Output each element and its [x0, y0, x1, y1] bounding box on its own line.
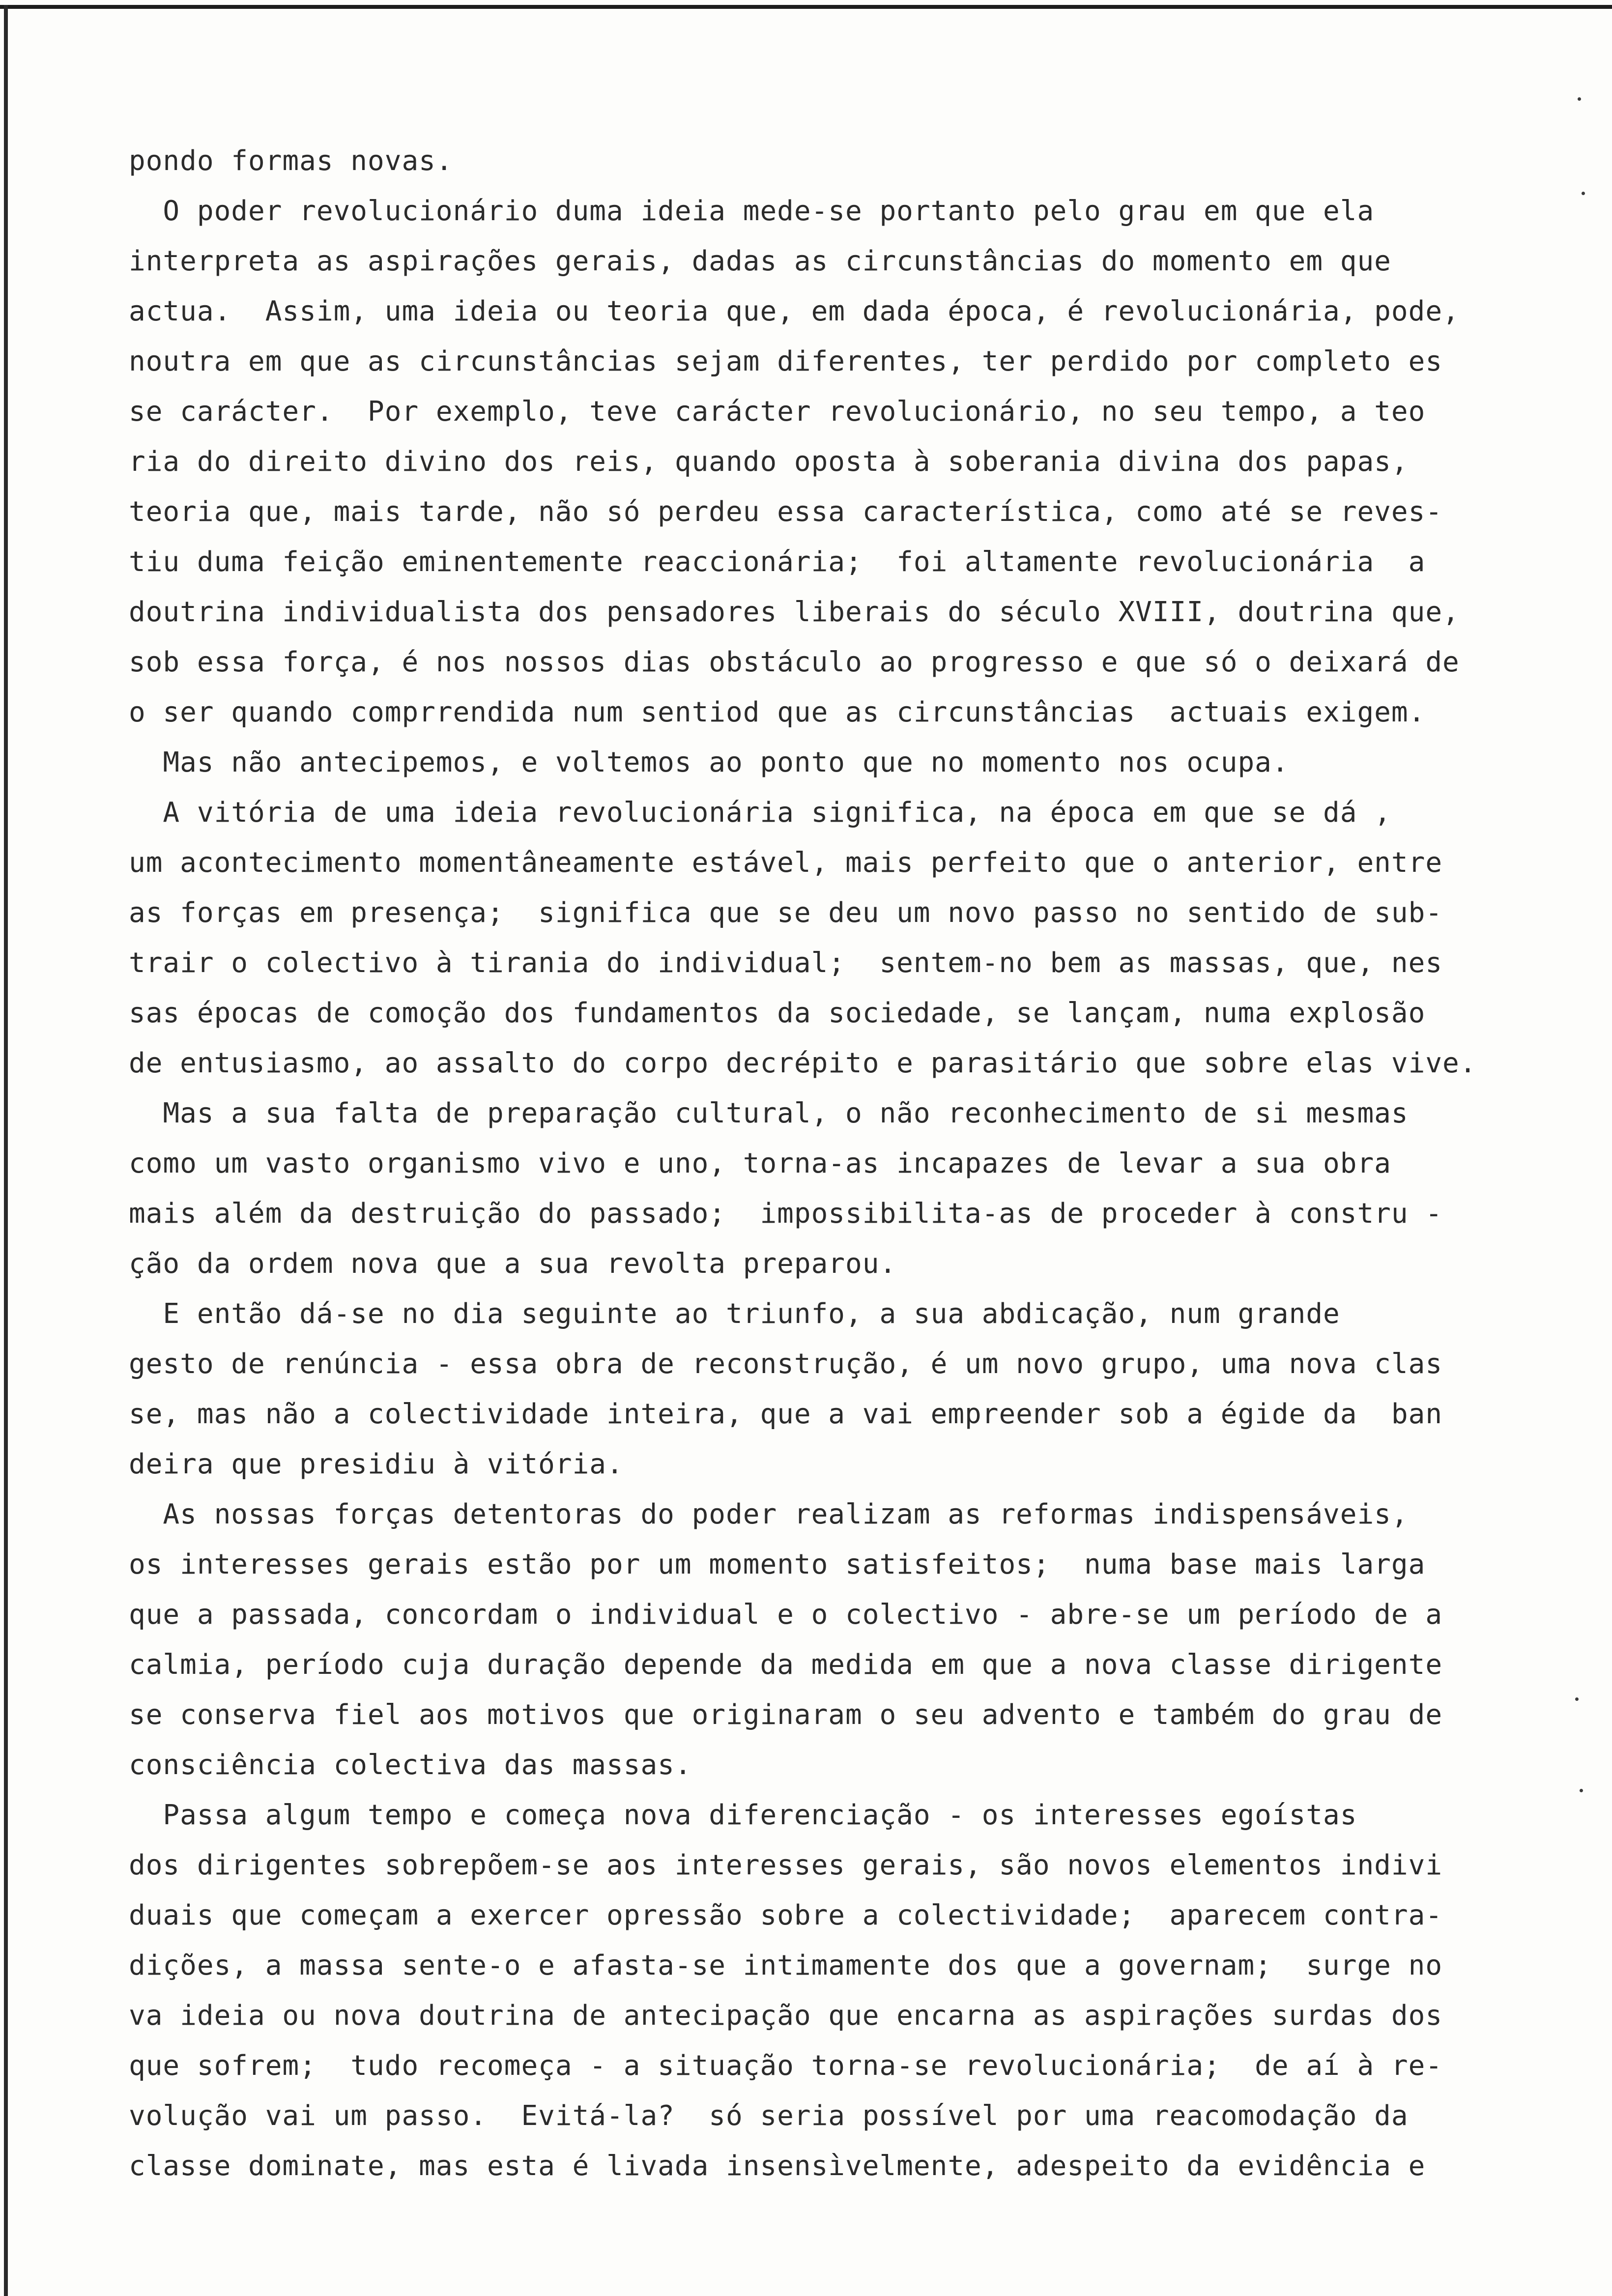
scan-speck — [1582, 192, 1585, 195]
text-line-34: Passa algum tempo e começa nova diferenciação - os interesses egoístas — [129, 1799, 1357, 1831]
text-line-25: gesto de renúncia - essa obra de reconstrução, é um novo grupo, uma nova clas — [129, 1348, 1443, 1380]
scan-speck — [1578, 97, 1581, 101]
text-line-36: duais que começam a exercer opressão sobre a colectividade; aparecem contra- — [129, 1899, 1443, 1931]
text-line-28: As nossas forças detentoras do poder realizam as reformas indispensáveis, — [129, 1498, 1409, 1530]
text-line-15: um acontecimento momentâneamente estável, mais perfeito que o anterior, entre — [129, 847, 1443, 879]
text-line-32: se conserva fiel aos motivos que originaram o seu advento e também do grau de — [129, 1699, 1443, 1731]
text-line-5: noutra em que as circunstâncias sejam diferentes, ter perdido por completo es — [129, 345, 1443, 377]
text-line-30: que a passada, concordam o individual e o colectivo - abre-se um período de a — [129, 1599, 1443, 1631]
text-line-17: trair o colectivo à tirania do individual; sentem-no bem as massas, que, nes — [129, 947, 1443, 979]
text-line-10: doutrina individualista dos pensadores liberais do século XVIII, doutrina que, — [129, 596, 1460, 628]
text-line-22: mais além da destruição do passado; impossibilita-as de proceder à constru - — [129, 1198, 1443, 1230]
text-line-19: de entusiasmo, ao assalto do corpo decrépito e parasitário que sobre elas vive. — [129, 1047, 1477, 1079]
text-line-3: interpreta as aspirações gerais, dadas as circunstâncias do momento em que — [129, 245, 1391, 277]
text-line-26: se, mas não a colectividade inteira, que a vai empreender sob a égide da ban — [129, 1398, 1443, 1430]
text-line-14: A vitória de uma ideia revolucionária significa, na época em que se dá , — [129, 797, 1391, 829]
text-line-8: teoria que, mais tarde, não só perdeu essa característica, como até se reves- — [129, 496, 1443, 528]
text-line-38: va ideia ou nova doutrina de antecipação que encarna as aspirações surdas dos — [129, 2000, 1443, 2032]
scan-speck — [1575, 1697, 1579, 1701]
text-line-40: volução vai um passo. Evitá-la? só seria possível por uma reacomodação da — [129, 2100, 1409, 2132]
text-line-31: calmia, período cuja duração depende da medida em que a nova classe dirigente — [129, 1649, 1443, 1681]
text-line-7: ria do direito divino dos reis, quando oposta à soberania divina dos papas, — [129, 446, 1409, 478]
text-line-2: O poder revolucionário duma ideia mede-se portanto pelo grau em que ela — [129, 195, 1375, 227]
scan-speck — [1580, 1789, 1583, 1792]
text-line-39: que sofrem; tudo recomeça - a situação torna-se revolucionária; de aí à re- — [129, 2050, 1443, 2082]
text-line-11: sob essa força, é nos nossos dias obstáculo ao progresso e que só o deixará de — [129, 646, 1460, 678]
text-line-23: ção da ordem nova que a sua revolta preparou. — [129, 1248, 897, 1280]
text-line-37: dições, a massa sente-o e afasta-se intimamente dos que a governam; surge no — [129, 1950, 1443, 1981]
text-line-41: classe dominate, mas esta é livada insensìvelmente, adespeito da evidência e — [129, 2150, 1426, 2182]
text-line-24: E então dá-se no dia seguinte ao triunfo, a sua abdicação, num grande — [129, 1298, 1340, 1330]
text-line-27: deira que presidiu à vitória. — [129, 1448, 624, 1480]
text-line-16: as forças em presença; significa que se deu um novo passo no sentido de sub- — [129, 897, 1443, 929]
text-line-35: dos dirigentes sobrepõem-se aos interesses gerais, são novos elementos indivi — [129, 1849, 1443, 1881]
text-line-21: como um vasto organismo vivo e uno, torna-as incapazes de levar a sua obra — [129, 1148, 1391, 1179]
text-line-12: o ser quando comprrendida num sentiod que as circunstâncias actuais exigem. — [129, 696, 1426, 728]
text-line-6: se carácter. Por exemplo, teve carácter revolucionário, no seu tempo, a teo — [129, 396, 1426, 428]
scan-edge-top — [0, 5, 1612, 9]
text-line-1: pondo formas novas. — [129, 145, 453, 177]
text-line-13: Mas não antecipemos, e voltemos ao ponto que no momento nos ocupa. — [129, 746, 1289, 778]
text-line-29: os interesses gerais estão por um momento satisfeitos; numa base mais larga — [129, 1549, 1426, 1580]
text-line-33: consciência colectiva das massas. — [129, 1749, 692, 1781]
text-line-18: sas épocas de comoção dos fundamentos da sociedade, se lançam, numa explosão — [129, 997, 1426, 1029]
text-line-20: Mas a sua falta de preparação cultural, o não reconhecimento de si mesmas — [129, 1097, 1409, 1129]
scan-edge-left — [4, 5, 8, 2296]
text-line-4: actua. Assim, uma ideia ou teoria que, em dada época, é revolucionária, pode, — [129, 295, 1460, 327]
text-line-9: tiu duma feição eminentemente reaccionária; foi altamente revolucionária a — [129, 546, 1426, 578]
